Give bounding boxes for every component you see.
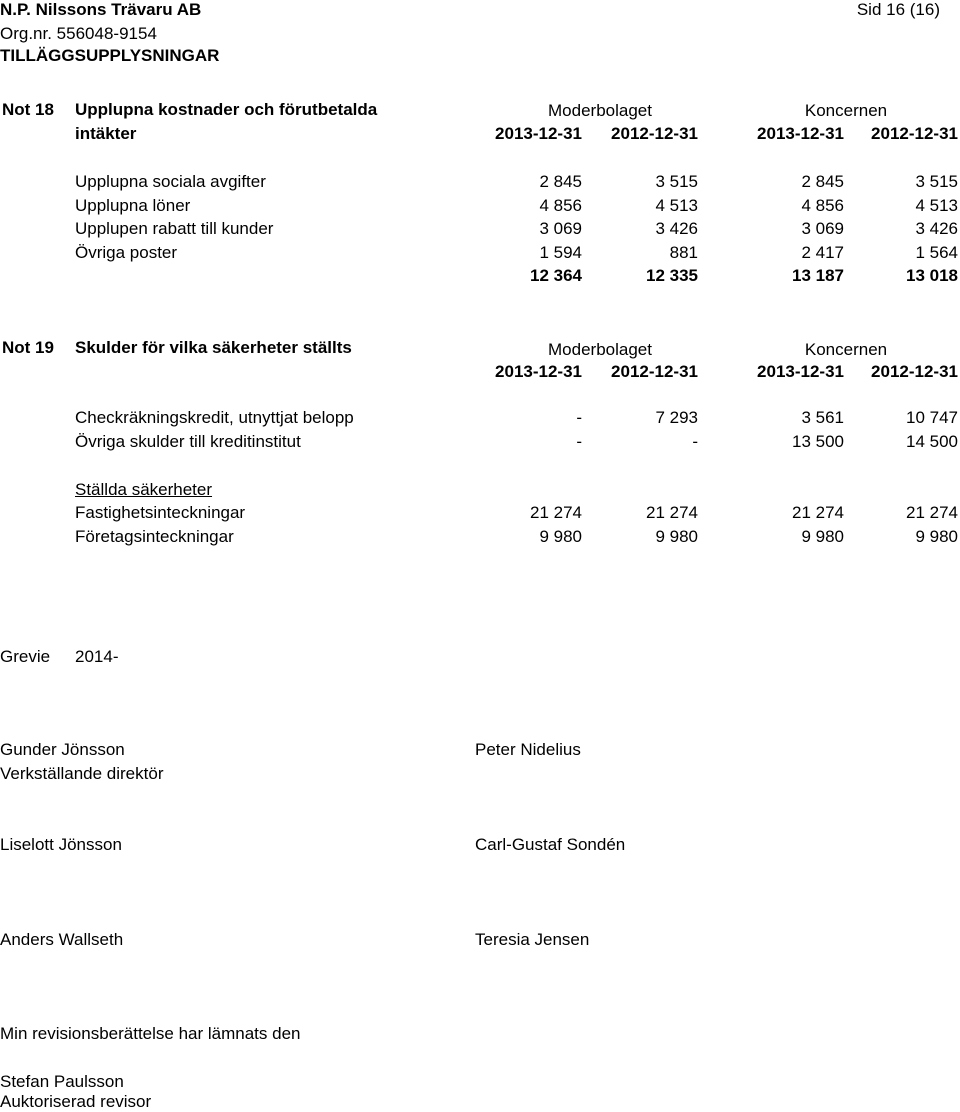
note18-col-header: 2012-12-31	[611, 124, 698, 143]
table-cell: -	[576, 432, 582, 451]
section-title: TILLÄGGSUPPLYSNINGAR	[0, 46, 220, 65]
total-cell: 12 364	[530, 266, 582, 285]
note18-col-header: 2013-12-31	[495, 124, 582, 143]
auditor-statement: Min revisionsberättelse har lämnats den	[0, 1024, 301, 1043]
table-cell: 10 747	[906, 408, 958, 427]
table-cell: -	[576, 408, 582, 427]
note19-group-parent: Moderbolaget	[548, 340, 652, 359]
table-cell: 3 069	[801, 219, 844, 238]
note19-group-consolidated: Koncernen	[804, 340, 888, 359]
note19-col-header: 2013-12-31	[757, 362, 844, 381]
note18-title-line1: Upplupna kostnader och förutbetalda	[75, 100, 378, 119]
table-cell: 9 980	[539, 527, 582, 546]
table-cell: 1 564	[915, 243, 958, 262]
note18-title-line2: intäkter	[75, 124, 137, 143]
table-cell: 14 500	[906, 432, 958, 451]
note18-col-header: 2013-12-31	[757, 124, 844, 143]
table-row-label: Upplupen rabatt till kunder	[75, 219, 274, 238]
table-cell: 3 515	[655, 172, 698, 191]
table-cell: 3 515	[915, 172, 958, 191]
page-number: Sid 16 (16)	[856, 0, 940, 19]
table-cell: 7 293	[655, 408, 698, 427]
note18-col-header: 2012-12-31	[871, 124, 958, 143]
table-cell: 21 274	[792, 503, 844, 522]
note19-col-header: 2012-12-31	[871, 362, 958, 381]
signing-date: 2014-	[75, 647, 119, 666]
note18-group-parent: Moderbolaget	[548, 101, 652, 120]
table-cell: 9 980	[655, 527, 698, 546]
table-cell: 21 274	[906, 503, 958, 522]
signatory-name: Carl-Gustaf Sondén	[475, 835, 626, 854]
signatory-name: Liselott Jönsson	[0, 835, 122, 854]
table-cell: 2 845	[801, 172, 844, 191]
auditor-name: Stefan Paulsson	[0, 1072, 124, 1091]
total-cell: 12 335	[646, 266, 698, 285]
pledged-heading: Ställda säkerheter	[75, 480, 213, 499]
table-cell: 4 856	[539, 196, 582, 215]
table-cell: 2 417	[801, 243, 844, 262]
table-cell: 9 980	[801, 527, 844, 546]
note18-number: Not 18	[2, 100, 54, 119]
auditor-title: Auktoriserad revisor	[0, 1092, 152, 1111]
table-row-label: Fastighetsinteckningar	[75, 503, 246, 522]
table-cell: 4 513	[915, 196, 958, 215]
note19-number: Not 19	[2, 338, 54, 357]
table-row-label: Övriga poster	[75, 243, 178, 262]
table-cell: 3 426	[655, 219, 698, 238]
signatory-name: Gunder Jönsson	[0, 740, 125, 759]
signatory-title: Verkställande direktör	[0, 764, 164, 783]
table-cell: 1 594	[539, 243, 582, 262]
company-name: N.P. Nilssons Trävaru AB	[0, 0, 202, 19]
signatory-name: Anders Wallseth	[0, 930, 124, 949]
table-cell: 13 500	[792, 432, 844, 451]
total-cell: 13 018	[906, 266, 958, 285]
note18-group-consolidated: Koncernen	[804, 101, 888, 120]
signatory-name: Peter Nidelius	[475, 740, 581, 759]
total-cell: 13 187	[792, 266, 844, 285]
signatory-name: Teresia Jensen	[475, 930, 590, 949]
note19-title: Skulder för vilka säkerheter ställts	[75, 338, 352, 357]
table-row-label: Övriga skulder till kreditinstitut	[75, 432, 301, 451]
table-cell: 21 274	[646, 503, 698, 522]
table-cell: 3 426	[915, 219, 958, 238]
table-cell: 881	[669, 243, 698, 262]
table-row-label: Upplupna sociala avgifter	[75, 172, 266, 191]
table-cell: 3 561	[801, 408, 844, 427]
org-number: Org.nr. 556048-9154	[0, 24, 157, 43]
table-cell: -	[692, 432, 698, 451]
table-cell: 2 845	[539, 172, 582, 191]
table-cell: 3 069	[539, 219, 582, 238]
table-cell: 4 513	[655, 196, 698, 215]
note19-col-header: 2013-12-31	[495, 362, 582, 381]
table-cell: 21 274	[530, 503, 582, 522]
table-row-label: Företagsinteckningar	[75, 527, 234, 546]
table-row-label: Upplupna löner	[75, 196, 191, 215]
table-cell: 9 980	[915, 527, 958, 546]
table-row-label: Checkräkningskredit, utnyttjat belopp	[75, 408, 354, 427]
note19-col-header: 2012-12-31	[611, 362, 698, 381]
signing-place: Grevie	[0, 647, 51, 666]
table-cell: 4 856	[801, 196, 844, 215]
